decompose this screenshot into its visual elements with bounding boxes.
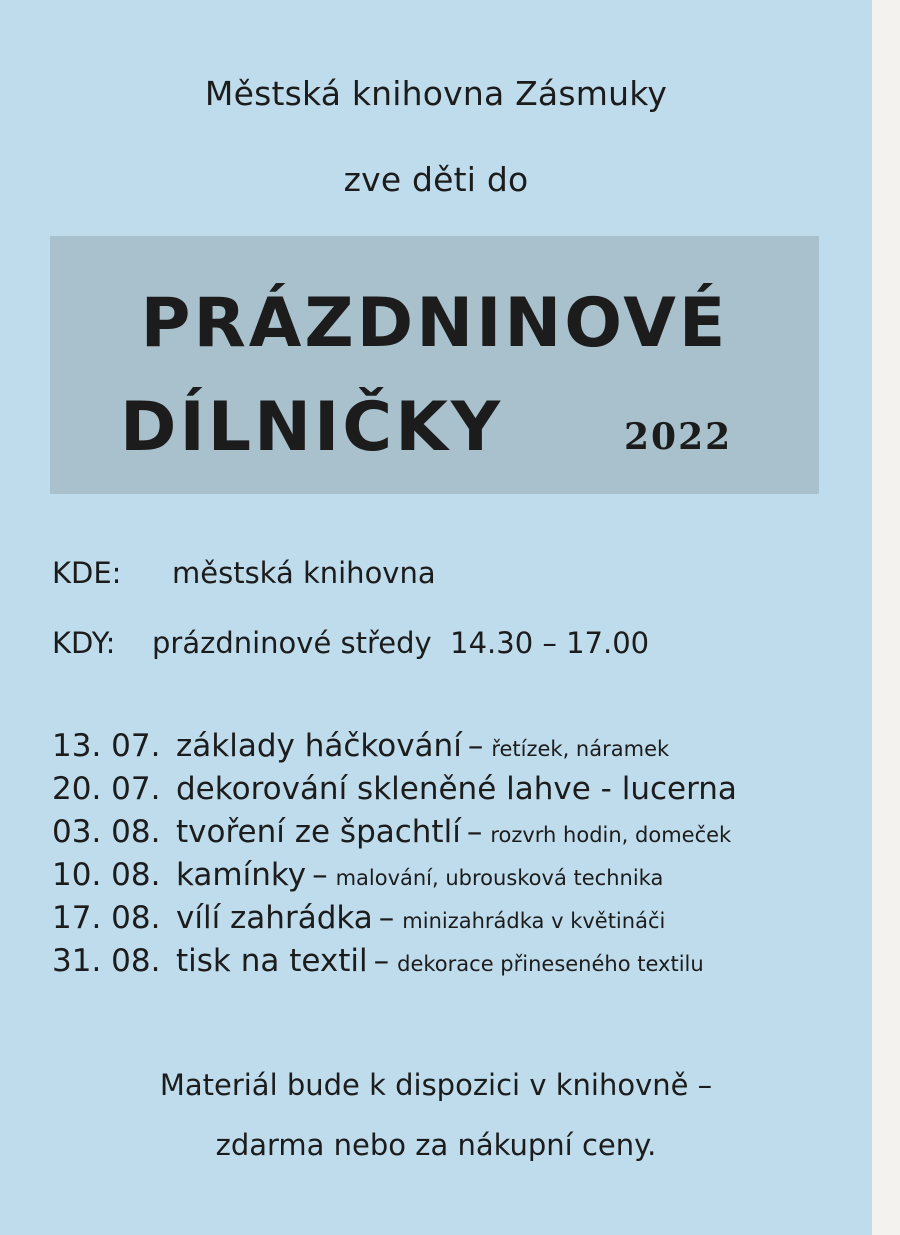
workshop-schedule (52, 725, 852, 983)
schedule-title: kamínky (176, 857, 307, 893)
schedule-date: 17. 08. (52, 900, 161, 936)
schedule-title: tisk na textil (176, 943, 368, 979)
banner-title-line1: PRÁZDNINOVÉ (140, 284, 729, 363)
when-value: prázdninové středy 14.30 – 17.00 (152, 626, 650, 660)
when-label: KDY: (52, 626, 116, 660)
schedule-dash: – (466, 814, 483, 850)
footer-line1: Materiál bude k dispozici v knihovně – (159, 1068, 713, 1102)
schedule-dash: – (378, 900, 395, 936)
banner-year: 2022 (624, 416, 733, 458)
schedule-date: 10. 08. (52, 857, 161, 893)
when-row (52, 626, 649, 660)
schedule-title: základy háčkování (176, 728, 462, 764)
footer-line2: zdarma nebo za nákupní ceny. (215, 1128, 657, 1162)
schedule-detail: minizahrádka v květináči (402, 909, 666, 933)
where-row (52, 556, 436, 590)
schedule-item (52, 940, 852, 983)
invitation-text: zve děti do (343, 160, 529, 199)
schedule-date: 20. 07. (52, 771, 161, 807)
schedule-date: 13. 07. (52, 728, 161, 764)
schedule-date: 03. 08. (52, 814, 161, 850)
banner-title-line2: DÍLNIČKY (120, 388, 504, 467)
schedule-item (52, 768, 852, 811)
schedule-detail: malování, ubrousková technika (335, 866, 664, 890)
library-name: Městská knihovna Zásmuky (204, 74, 668, 113)
schedule-dash: – (373, 943, 390, 979)
schedule-title: tvoření ze špachtlí (176, 814, 461, 850)
schedule-item (52, 897, 852, 940)
title-banner (50, 236, 819, 494)
schedule-date: 31. 08. (52, 943, 161, 979)
schedule-detail: řetízek, náramek (491, 737, 670, 761)
schedule-item (52, 811, 852, 854)
where-value: městská knihovna (172, 556, 436, 590)
schedule-dash: – (467, 728, 484, 764)
schedule-dash: – (312, 857, 328, 893)
schedule-detail: dekorace přineseného textilu (397, 952, 704, 976)
schedule-title: vílí zahrádka (176, 900, 373, 936)
schedule-item (52, 854, 852, 897)
schedule-title: dekorování skleněné lahve - lucerna (176, 771, 737, 807)
schedule-detail: rozvrh hodin, domeček (490, 823, 732, 847)
where-label: KDE: (52, 556, 122, 590)
schedule-item (52, 725, 852, 768)
